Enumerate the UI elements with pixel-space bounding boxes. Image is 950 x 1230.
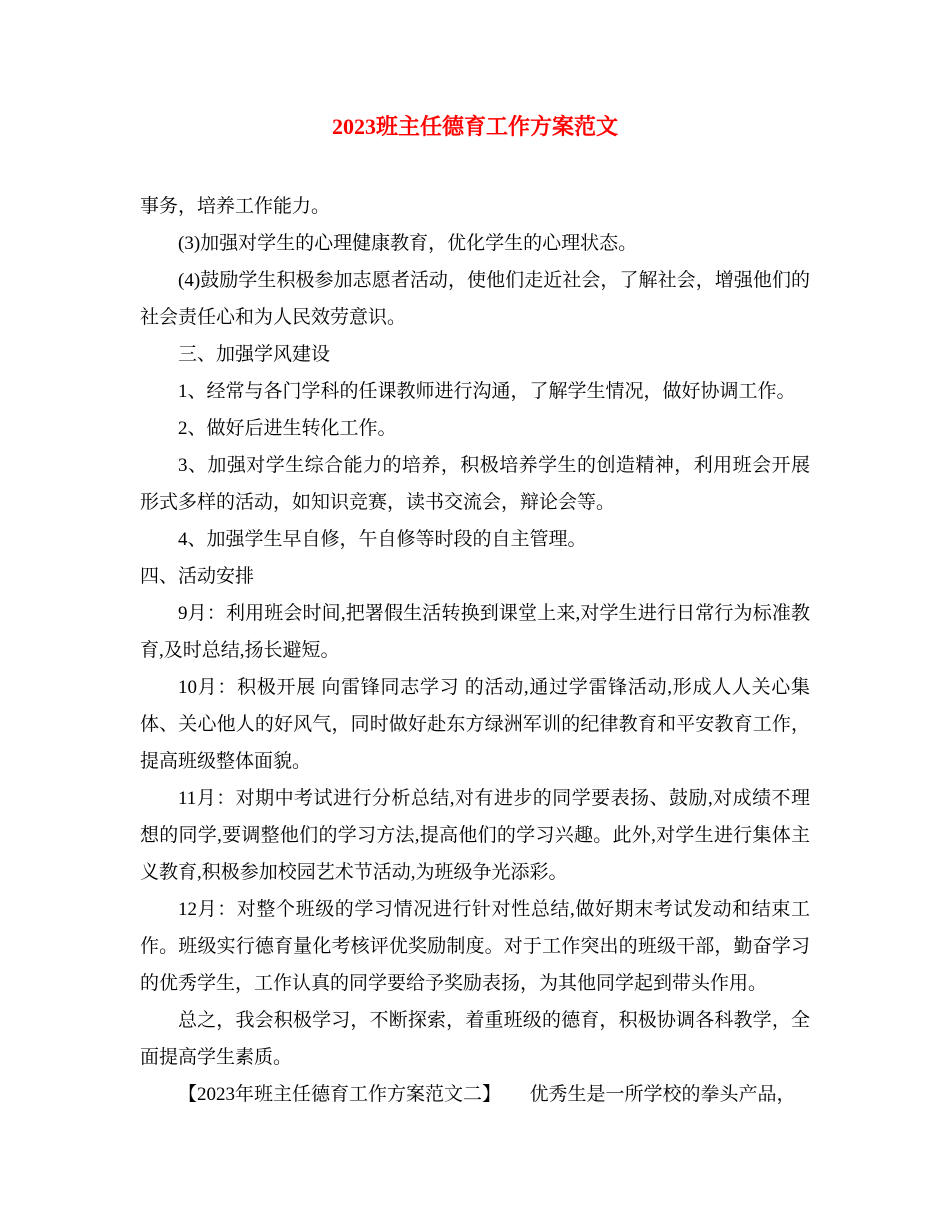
paragraph: 四、活动安排 bbox=[140, 566, 255, 587]
paragraph: 4、加强学生早自修，午自修等时段的自主管理。 bbox=[178, 529, 587, 550]
paragraph: 12月：对整个班级的学习情况进行针对性总结,做好期末考试发动和结束工作。班级实行德育量化考核评优奖励制度。对于工作突出的班级干部，勤奋学习的优秀学生，工作认真的同学要给予奖励表扬，为其他同学起到带头作用。 bbox=[140, 899, 810, 994]
paragraph: (3)加强对学生的心理健康教育，优化学生的心理状态。 bbox=[178, 233, 638, 254]
paragraph: 10月：积极开展 向雷锋同志学习 的活动,通过学雷锋活动,形成人人关心集体、关心他人的好风气，同时做好赴东方绿洲军训的纪律教育和平安教育工作，提高班级整体面貌。 bbox=[140, 677, 810, 772]
paragraph: 【2023年班主任德育工作方案范文二】 优秀生是一所学校的拳头产品， bbox=[178, 1084, 796, 1105]
paragraph: 三、加强学风建设 bbox=[178, 344, 331, 365]
paragraph: 2、做好后进生转化工作。 bbox=[178, 418, 397, 439]
paragraph: 1、经常与各门学科的任课教师进行沟通，了解学生情况，做好协调工作。 bbox=[178, 381, 796, 402]
paragraph: 总之，我会积极学习，不断探索，着重班级的德育，积极协调各科教学，全面提高学生素质。 bbox=[140, 1010, 810, 1068]
paragraph: 事务，培养工作能力。 bbox=[140, 196, 331, 217]
paragraph: 11月：对期中考试进行分析总结,对有进步的同学要表扬、鼓励,对成绩不理想的同学,要调整他们的学习方法,提高他们的学习兴趣。此外,对学生进行集体主义教育,积极参加校园艺术节活动,为班级争光添彩。 bbox=[140, 788, 810, 883]
paragraph: (4)鼓励学生积极参加志愿者活动，使他们走近社会，了解社会，增强他们的社会责任心和为人民效劳意识。 bbox=[140, 270, 810, 328]
document-body bbox=[140, 188, 810, 1113]
document-title: 2023班主任德育工作方案范文 bbox=[331, 114, 618, 139]
paragraph: 9月：利用班会时间,把署假生活转换到课堂上来,对学生进行日常行为标准教育,及时总结,扬长避短。 bbox=[140, 603, 810, 661]
paragraph: 3、加强对学生综合能力的培养，积极培养学生的创造精神，利用班会开展形式多样的活动，如知识竞赛，读书交流会，辩论会等。 bbox=[140, 455, 810, 513]
